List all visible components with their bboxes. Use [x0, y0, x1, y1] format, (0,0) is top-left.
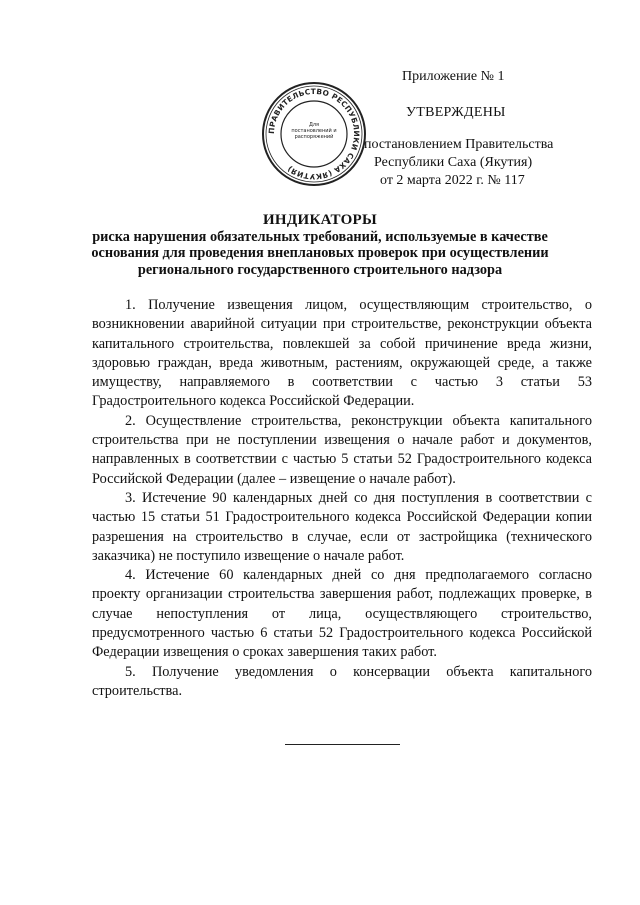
approval-date-line: от 2 марта 2022 г. № 117 [380, 173, 525, 188]
title-main: ИНДИКАТОРЫ [262, 212, 378, 228]
list-item: 3. Истечение 90 календарных дней со дня поступления в соответствии с частью 15 статьи 51 Градостроительного кодекса Российской Федерации копии разрешения на строительство в случае, если от застройщика (технического заказчика) не поступило извещение о начале работ. [92, 489, 592, 564]
list-item: 5. Получение уведомления о консервации объекта капитального строительства. [92, 663, 592, 699]
approval-decree-line: постановлением Правительства [364, 137, 554, 152]
title-sub-2: основания для проведения внеплановых проверок при осуществлении [91, 245, 549, 261]
title-sub-3: регионального государственного строительного надзора [137, 261, 503, 278]
official-seal [260, 80, 368, 188]
list-item: 1. Получение извещения лицом, осуществляющим строительство, о возникновении аварийной ситуации при строительстве, реконструкции объекта капитального строительства, повлекшей за собой причинение вреда жизни, здоровью граждан, вреда животным, растениям, окружающей среде, а также имуществу, направляемого в соответствии с частью 3 статьи 53 Градостроительного кодекса Российской Федерации. [92, 297, 592, 410]
document-title [60, 212, 580, 278]
approval-region-line: Республики Саха (Якутия) [374, 155, 533, 170]
list-item: 4. Истечение 60 календарных дней со дня предполагаемого согласно проекту организации строительства завершения работ, подлежащих проверке, в случае непоступления от лица, осуществляющего строительство, предусмотренного частью 6 статьи 52 Градостроительного кодекса Российской Федерации извещения о сроках завершения таких работ. [92, 567, 592, 661]
approved-label: УТВЕРЖДЕНЫ [406, 105, 506, 120]
seal-outer-text: ПРАВИТЕЛЬСТВО РЕСПУБЛИКИ САХА (ЯКУТИЯ) [266, 86, 362, 182]
end-divider [285, 744, 400, 745]
appendix-number: Приложение № 1 [402, 69, 505, 84]
seal-inner-text: Для постановлений и распоряжений [291, 122, 337, 140]
list-item: 2. Осуществление строительства, реконструкции объекта капитального строительства при не поступлении извещения о начале работ и документов, направленных в соответствии с частью 5 статьи 52 Градостроительного кодекса Российской Федерации (далее – извещение о начале работ). [92, 412, 592, 487]
title-sub-1: риска нарушения обязательных требований, используемые в качестве [92, 228, 548, 245]
document-body [92, 296, 592, 701]
